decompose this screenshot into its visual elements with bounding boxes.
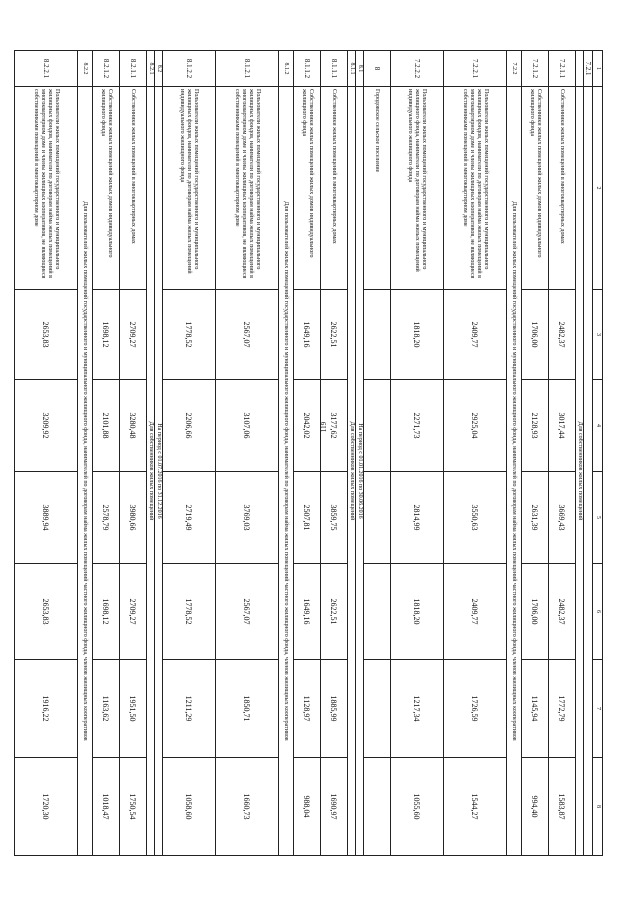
value-cell: 2925,04 xyxy=(444,380,507,472)
value-cell: 1750,54 xyxy=(120,758,147,856)
value-cell: 1778,52 xyxy=(163,564,216,660)
table-row xyxy=(294,51,321,856)
column-header: 3 xyxy=(593,290,603,380)
row-number: 7.2.1.2 xyxy=(522,51,549,87)
row-description: Пользователи жилых помещений государственного и муниципального жилищных фондов, наниматели по договорам найма жилых помещений индивидуального жилищного фонда xyxy=(163,87,216,290)
value-cell: 3107,06 xyxy=(216,380,279,472)
value-cell: 1916,22 xyxy=(15,660,78,758)
value-cell: 1951,50 xyxy=(120,660,147,758)
value-cell: 2409,77 xyxy=(444,290,507,380)
table-row xyxy=(391,51,444,856)
row-description: Собственники жилых помещений в многоквартирных домах xyxy=(321,87,348,290)
section-heading: Для собственников жилых помещений xyxy=(147,87,155,856)
row-number: 8.1.1 xyxy=(348,51,356,87)
value-cell: 3280,48 xyxy=(120,380,147,472)
value-cell: 988,04 xyxy=(294,758,321,856)
value-cell: 1544,27 xyxy=(444,758,507,856)
section-heading-row xyxy=(356,51,364,856)
value-cell: 2814,99 xyxy=(391,472,444,564)
value-cell: 2567,07 xyxy=(216,564,279,660)
value-cell: 1145,94 xyxy=(522,660,549,758)
value-cell: 3177,62 xyxy=(321,380,348,472)
row-number: 8.1.2.1 xyxy=(216,51,279,87)
value-cell: 2206,66 xyxy=(163,380,216,472)
row-description: Собственники жилых помещений в многоквартирных домах xyxy=(120,87,147,290)
value-cell: 2653,83 xyxy=(15,564,78,660)
rotated-page xyxy=(33,50,603,855)
table-row xyxy=(549,51,576,856)
value-cell: 2653,83 xyxy=(15,290,78,380)
value-cell: 1649,16 xyxy=(294,564,321,660)
row-number: 8.2 xyxy=(155,51,163,87)
row-number: 7.2.2.2 xyxy=(391,51,444,87)
value-cell: 1055,60 xyxy=(391,758,444,856)
value-cell: 1772,79 xyxy=(549,660,576,758)
value-cell: 2128,93 xyxy=(522,380,549,472)
section-heading-row xyxy=(78,51,93,856)
table-row xyxy=(120,51,147,856)
table-row xyxy=(444,51,507,856)
row-description: Собственники жилых помещений жилых домов индивидуального жилищного фонда xyxy=(93,87,120,290)
page-number: 119 xyxy=(320,421,328,433)
value-cell: 2578,79 xyxy=(93,472,120,564)
value-cell: 2409,77 xyxy=(444,564,507,660)
row-description: Пользователи жилых помещений государственного и муниципального жилищных фондов, наниматели по договорам найма жилых помещений в многоквартирном доме и члены жилищных кооперативов, не являющиеся собственниками помещений в многоквартирном доме xyxy=(15,87,78,290)
section-heading-row xyxy=(155,51,163,856)
value-cell: 2271,73 xyxy=(391,380,444,472)
row-number: 7.2.1 xyxy=(584,51,593,87)
value-cell: 3209,92 xyxy=(15,380,78,472)
value-cell: 1698,12 xyxy=(93,290,120,380)
value-cell: 1726,59 xyxy=(444,660,507,758)
row-description: Пользователи жилых помещений государственного и муниципального жилищного фонда, наниматели по договорам найма жилых помещений индивидуального жилищного фонда xyxy=(391,87,444,290)
value-cell xyxy=(364,472,391,564)
value-cell: 2631,39 xyxy=(522,472,549,564)
section-heading: Для пользователей жилых помещений государственного и муниципального жилищного фонда, нанимателей по договорам найма жилых помещений частного жилищного фонда, членов жилищных кооперативов xyxy=(78,87,93,856)
row-description: Собственники жилых помещений жилых домов индивидуального жилищного фонда xyxy=(522,87,549,290)
value-cell: 1706,00 xyxy=(522,290,549,380)
column-header: 2 xyxy=(593,87,603,290)
section-heading: На период с 01.01.2016 по 30.06.2016 xyxy=(356,87,364,856)
table-row xyxy=(93,51,120,856)
section-heading: Для пользователей жилых помещений государственного и муниципального жилищного фонда, нанимателей по договорам найма жилых помещений частного жилищного фонда, членов жилищных кооперативов xyxy=(507,87,522,856)
value-cell: 2507,81 xyxy=(294,472,321,564)
value-cell: 1698,12 xyxy=(93,564,120,660)
tariff-table xyxy=(14,50,603,856)
value-cell: 1818,20 xyxy=(391,564,444,660)
value-cell: 2622,51 xyxy=(321,290,348,380)
value-cell xyxy=(364,290,391,380)
table-row xyxy=(364,51,391,856)
value-cell: 3889,94 xyxy=(15,472,78,564)
row-number: 8 xyxy=(364,51,391,87)
section-heading-row xyxy=(507,51,522,856)
value-cell: 1018,47 xyxy=(93,758,120,856)
value-cell: 1163,62 xyxy=(93,660,120,758)
section-heading: На период с 01.07.2016 по 31.12.2016 xyxy=(155,87,163,856)
column-header: 6 xyxy=(593,564,603,660)
value-cell: 2042,02 xyxy=(294,380,321,472)
value-cell xyxy=(364,758,391,856)
section-heading: Для собственников жилых помещений xyxy=(348,87,356,856)
table-row xyxy=(522,51,549,856)
table-row xyxy=(216,51,279,856)
table-row xyxy=(321,51,348,856)
section-heading: Для пользователей жилых помещений государственного и муниципального жилищного фонда, нанимателей по договорам найма жилых помещений частного жилищного фонда, членов жилищных кооперативов xyxy=(279,87,294,856)
value-cell: 2101,88 xyxy=(93,380,120,472)
row-number: 8.1.1.2 xyxy=(294,51,321,87)
row-number: 7.2.2 xyxy=(507,51,522,87)
value-cell: 3017,44 xyxy=(549,380,576,472)
table-row xyxy=(15,51,78,856)
value-cell: 2482,37 xyxy=(549,290,576,380)
column-header: 1 xyxy=(593,51,603,87)
value-cell: 3769,03 xyxy=(216,472,279,564)
row-number: 7.2.2.1 xyxy=(444,51,507,87)
row-number: 8.2.1 xyxy=(147,51,155,87)
section-heading-row xyxy=(576,51,584,856)
section-heading-row xyxy=(279,51,294,856)
section-label-row xyxy=(584,51,593,856)
value-cell: 994,40 xyxy=(522,758,549,856)
row-description: Городовское сельское поселение xyxy=(364,87,391,290)
value-cell: 1850,71 xyxy=(216,660,279,758)
row-number: 7.2.1.1 xyxy=(549,51,576,87)
value-cell: 2719,49 xyxy=(163,472,216,564)
table-row xyxy=(163,51,216,856)
value-cell: 1818,20 xyxy=(391,290,444,380)
value-cell: 1720,30 xyxy=(15,758,78,856)
row-number: 8.2.2 xyxy=(78,51,93,87)
row-number xyxy=(576,51,584,87)
value-cell xyxy=(364,380,391,472)
value-cell: 2482,37 xyxy=(549,564,576,660)
value-cell: 3980,66 xyxy=(120,472,147,564)
value-cell xyxy=(364,660,391,758)
value-cell: 1217,34 xyxy=(391,660,444,758)
column-header: 8 xyxy=(593,758,603,856)
column-header: 5 xyxy=(593,472,603,564)
value-cell: 1058,60 xyxy=(163,758,216,856)
value-cell xyxy=(364,564,391,660)
value-cell: 2567,07 xyxy=(216,290,279,380)
column-header: 4 xyxy=(593,380,603,472)
row-description: Пользователи жилых помещений государственного и муниципального жилищных фондов, наниматели по договорам найма жилых помещений в многоквартирном доме и члены жилищных кооперативов, не являющиеся собственниками помещений в многоквартирном доме xyxy=(216,87,279,290)
value-cell: 1706,00 xyxy=(522,564,549,660)
value-cell: 1690,97 xyxy=(321,758,348,856)
column-header-row xyxy=(593,51,603,856)
value-cell: 1778,52 xyxy=(163,290,216,380)
value-cell: 1660,73 xyxy=(216,758,279,856)
value-cell: 2709,27 xyxy=(120,564,147,660)
value-cell: 3669,43 xyxy=(549,472,576,564)
section-heading: Для собственников жилых помещений xyxy=(576,87,584,856)
value-cell: 1211,29 xyxy=(163,660,216,758)
section-heading-row xyxy=(348,51,356,856)
row-description: Собственники жилых помещений жилых домов индивидуального жилищного фонда xyxy=(294,87,321,290)
value-cell: 2709,27 xyxy=(120,290,147,380)
row-description: Пользователи жилых помещений государственного и муниципального жилищных фондов, наниматели по договорам найма жилых помещений в многоквартирном доме и члены жилищных кооперативов, не являющиеся собственниками помещений в многоквартирном доме xyxy=(444,87,507,290)
section-heading-row xyxy=(147,51,155,856)
row-number: 8.2.2.1 xyxy=(15,51,78,87)
row-number: 8.1.2 xyxy=(279,51,294,87)
row-number: 8.2.1.2 xyxy=(93,51,120,87)
value-cell: 1128,97 xyxy=(294,660,321,758)
value-cell: 3550,63 xyxy=(444,472,507,564)
row-description: Собственники жилых помещений в многоквартирных домах xyxy=(549,87,576,290)
row-number: 8.1 xyxy=(356,51,364,87)
empty-cell xyxy=(584,87,593,856)
row-number: 8.2.1.1 xyxy=(120,51,147,87)
row-number: 8.1.2.2 xyxy=(163,51,216,87)
column-header: 7 xyxy=(593,660,603,758)
value-cell: 1885,99 xyxy=(321,660,348,758)
value-cell: 1649,16 xyxy=(294,290,321,380)
value-cell: 1583,87 xyxy=(549,758,576,856)
row-number: 8.1.1.1 xyxy=(321,51,348,87)
value-cell: 2622,51 xyxy=(321,564,348,660)
value-cell: 3859,75 xyxy=(321,472,348,564)
